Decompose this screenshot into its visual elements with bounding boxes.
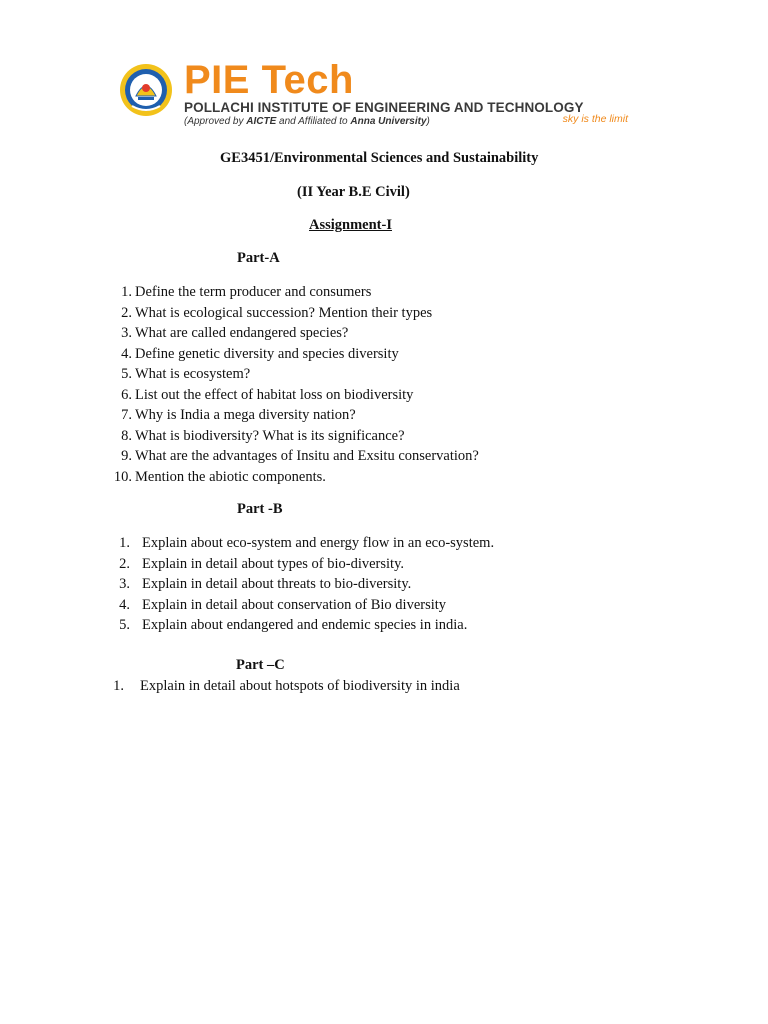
question-number: 5. bbox=[121, 366, 132, 382]
question-item bbox=[113, 555, 494, 576]
question-number: 1. bbox=[121, 284, 132, 300]
question-number: 4. bbox=[121, 345, 132, 362]
part-b-heading: Part -B bbox=[237, 501, 283, 517]
question-text: Define genetic diversity and species diversity bbox=[135, 345, 399, 362]
question-number: 1. bbox=[113, 678, 124, 694]
part-a-heading: Part-A bbox=[237, 250, 280, 266]
question-text: Explain in detail about conservation of Bio diversity bbox=[142, 596, 447, 613]
question-item bbox=[113, 575, 494, 596]
question-item bbox=[110, 324, 479, 345]
question-number: 2. bbox=[121, 304, 132, 321]
part-c-heading: Part –C bbox=[236, 657, 285, 673]
question-item bbox=[110, 447, 479, 468]
part-b-questions bbox=[113, 534, 494, 637]
question-text: What is biodiversity? What is its significance? bbox=[135, 427, 405, 444]
question-number: 6. bbox=[121, 386, 132, 403]
part-c-questions bbox=[110, 677, 460, 698]
brand-name: PIE Tech bbox=[184, 58, 354, 102]
course-title: GE3451/Environmental Sciences and Sustainability bbox=[220, 150, 539, 166]
question-item bbox=[110, 365, 479, 386]
year-subtitle: (II Year B.E Civil) bbox=[297, 184, 410, 200]
question-item bbox=[110, 283, 479, 304]
question-item bbox=[110, 386, 479, 407]
question-text: Mention the abiotic components. bbox=[135, 468, 326, 485]
question-text: List out the effect of habitat loss on biodiversity bbox=[135, 386, 414, 403]
assignment-title: Assignment-I bbox=[309, 217, 392, 233]
question-item bbox=[110, 406, 479, 427]
question-number: 2. bbox=[119, 555, 130, 572]
institution-name: POLLACHI INSTITUTE OF ENGINEERING AND TECHNOLOGY bbox=[184, 100, 584, 115]
question-text: What are the advantages of Insitu and Exsitu conservation? bbox=[135, 448, 479, 464]
question-number: 3. bbox=[119, 576, 130, 592]
question-text: Explain in detail about types of bio-diversity. bbox=[142, 555, 405, 572]
approval-note: (Approved by AICTE and Affiliated to Anna University) bbox=[184, 116, 430, 127]
question-text: What are called endangered species? bbox=[135, 325, 349, 341]
question-number: 5. bbox=[119, 617, 130, 633]
question-item bbox=[110, 468, 479, 489]
question-text: Explain in detail about threats to bio-diversity. bbox=[142, 576, 412, 592]
question-number: 8. bbox=[121, 427, 132, 444]
question-text: Why is India a mega diversity nation? bbox=[135, 407, 356, 423]
question-text: What is ecological succession? Mention their types bbox=[135, 304, 433, 321]
question-number: 3. bbox=[121, 325, 132, 341]
question-number: 9. bbox=[121, 448, 132, 464]
question-item bbox=[110, 427, 479, 448]
institution-header bbox=[112, 56, 682, 132]
question-item bbox=[113, 534, 494, 555]
question-number: 10. bbox=[113, 468, 132, 485]
question-text: What is ecosystem? bbox=[135, 366, 251, 382]
question-item bbox=[110, 345, 479, 366]
question-text: Explain about eco-system and energy flow in an eco-system. bbox=[142, 535, 495, 551]
question-number: 7. bbox=[121, 407, 132, 423]
college-seal-icon bbox=[118, 62, 174, 118]
question-number: 4. bbox=[119, 596, 130, 613]
question-number: 1. bbox=[119, 535, 130, 551]
question-text: Explain in detail about hotspots of biodiversity in india bbox=[140, 678, 460, 694]
question-item bbox=[110, 677, 460, 698]
tagline: sky is the limit bbox=[562, 113, 628, 125]
question-item bbox=[113, 616, 494, 637]
part-a-questions bbox=[110, 283, 479, 488]
question-item bbox=[113, 596, 494, 617]
question-text: Explain about endangered and endemic species in india. bbox=[142, 617, 468, 633]
question-item bbox=[110, 304, 479, 325]
question-text: Define the term producer and consumers bbox=[135, 284, 372, 300]
